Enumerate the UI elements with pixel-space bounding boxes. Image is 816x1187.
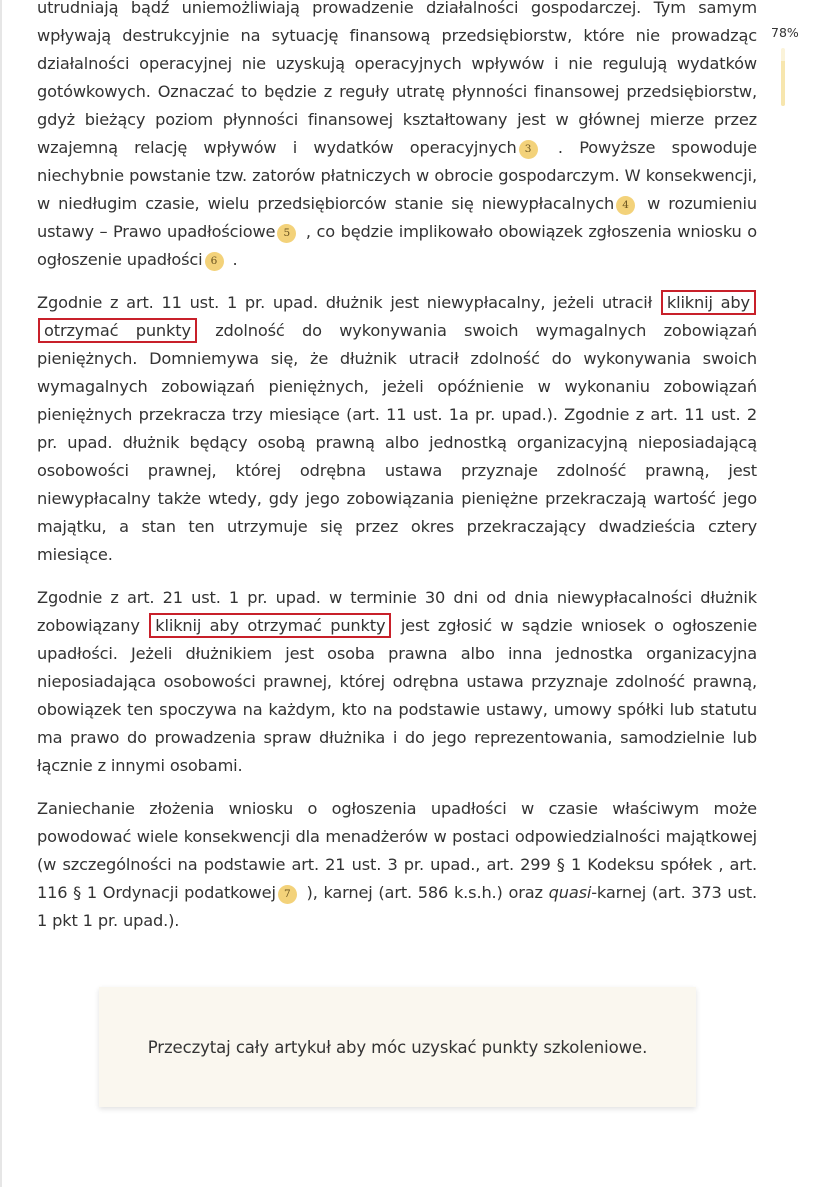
paragraph-text: Zgodnie z art. 11 ust. 1 pr. upad. dłużnik jest niewypłacalny, jeżeli utracił — [37, 293, 653, 312]
footnote-7-badge[interactable]: 7 — [278, 885, 297, 904]
paragraph-4 — [37, 795, 757, 935]
footnote-4-badge[interactable]: 4 — [616, 196, 635, 215]
paragraph-text: Zaniechanie złożenia wniosku o ogłoszenia upadłości w czasie właściwym może powodować wiele konsekwencji dla menadżerów w postaci odpowiedzialności majątkowej (w szczególności na podstawie art. 21 ust. 3 pr. upad., art. 299 § 1 Kodeksu spółek , art. 116 § 1 Ordynacji podatkowej — [37, 799, 757, 902]
paragraph-text: . Powyższe spowoduje niechybnie powstanie tzw. zatorów płatniczych w obrocie gospodarczym. W konsekwencji, w niedługim czasie, wielu przedsiębiorców stanie się niewypłacalnych — [37, 138, 757, 213]
footnote-5-badge[interactable]: 5 — [277, 224, 296, 243]
reading-progress-bar — [781, 48, 785, 106]
page-left-border — [0, 0, 2, 1187]
get-points-link-2[interactable]: kliknij aby otrzymać punkty — [149, 613, 391, 638]
paragraph-text: -karnej (art. 373 ust. 1 pkt 1 pr. upad.). — [37, 883, 757, 930]
paragraph-text: jest zgłosić w sądzie wniosek o ogłoszenie upadłości. Jeżeli dłużnikiem jest osoba prawna albo inna jednostka organizacyjna nieposiadająca osobowości prawnej, której odrębna ustawa przyznaje zdolność prawną, obowiązek ten spoczywa na każdym, kto na podstawie ustawy, umowy spółki lub statutu ma prawo do prowadzenia spraw dłużnika i do jego reprezentowania, samodzielnie lub łącznie z innymi osobami. — [37, 616, 758, 775]
paragraph-text: , co będzie implikowało obowiązek zgłoszenia wniosku o ogłoszenie upadłości — [37, 222, 757, 269]
training-points-notice — [99, 987, 696, 1107]
article-body — [37, 0, 757, 950]
notice-text: Przeczytaj cały artykuł aby móc uzyskać punkty szkoleniowe. — [147, 1037, 648, 1057]
paragraph-1 — [37, 0, 757, 274]
paragraph-text: w rozumieniu ustawy – Prawo upadłościowe — [37, 194, 758, 241]
footnote-6-badge[interactable]: 6 — [205, 252, 224, 271]
reading-progress-label: 78% — [771, 25, 799, 40]
paragraph-text: . — [227, 250, 238, 269]
get-points-link-1[interactable]: kliknij aby otrzymać punkty — [38, 290, 756, 343]
paragraph-2 — [37, 289, 757, 569]
paragraph-italic-text: quasi — [548, 883, 592, 902]
paragraph-text: zdolność do wykonywania swoich wymagalnych zobowiązań pieniężnych. Domniemywa się, że dłużnik utracił zdolność do wykonywania swoich wymagalnych zobowiązań pieniężnych, jeżeli opóźnienie w wykonaniu zobowiązań pieniężnych przekracza trzy miesiące (art. 11 ust. 1a pr. upad.). Zgodnie z art. 11 ust. 2 pr. upad. dłużnik będący osobą prawną albo jednostką organizacyjną nieposiadającą osobowości prawnej, której odrębna ustawa przyznaje zdolność prawną, jest niewypłacalny także wtedy, gdy jego zobowiązania pieniężne przekraczają wartość jego majątku, a stan ten utrzymuje się przez okres przekraczający dwadzieścia cztery miesiące. — [37, 321, 757, 564]
reading-progress-fill — [781, 61, 785, 106]
footnote-3-badge[interactable]: 3 — [519, 140, 538, 159]
paragraph-text: Zgodnie z art. 21 ust. 1 pr. upad. w terminie 30 dni od dnia niewypłacalności dłużnik zobowiązany — [37, 588, 757, 635]
paragraph-text: ), karnej (art. 586 k.s.h.) oraz — [300, 883, 549, 902]
paragraph-3 — [37, 584, 757, 780]
paragraph-text: utrudniają bądź uniemożliwiają prowadzenie działalności gospodarczej. Tym samym wpływają destrukcyjnie na sytuację finansową przedsiębiorstw, które nie prowadząc działalności operacyjnej nie uzyskują operacyjnych wpływów i nie regulują wydatków gotówkowych. Oznaczać to będzie z reguły utratę płynności finansowej przedsiębiorstw, gdyż bieżący poziom płynności finansowej kształtowany jest w głównej mierze przez wzajemną relację wpływów i wydatków operacyjnych — [37, 0, 757, 157]
